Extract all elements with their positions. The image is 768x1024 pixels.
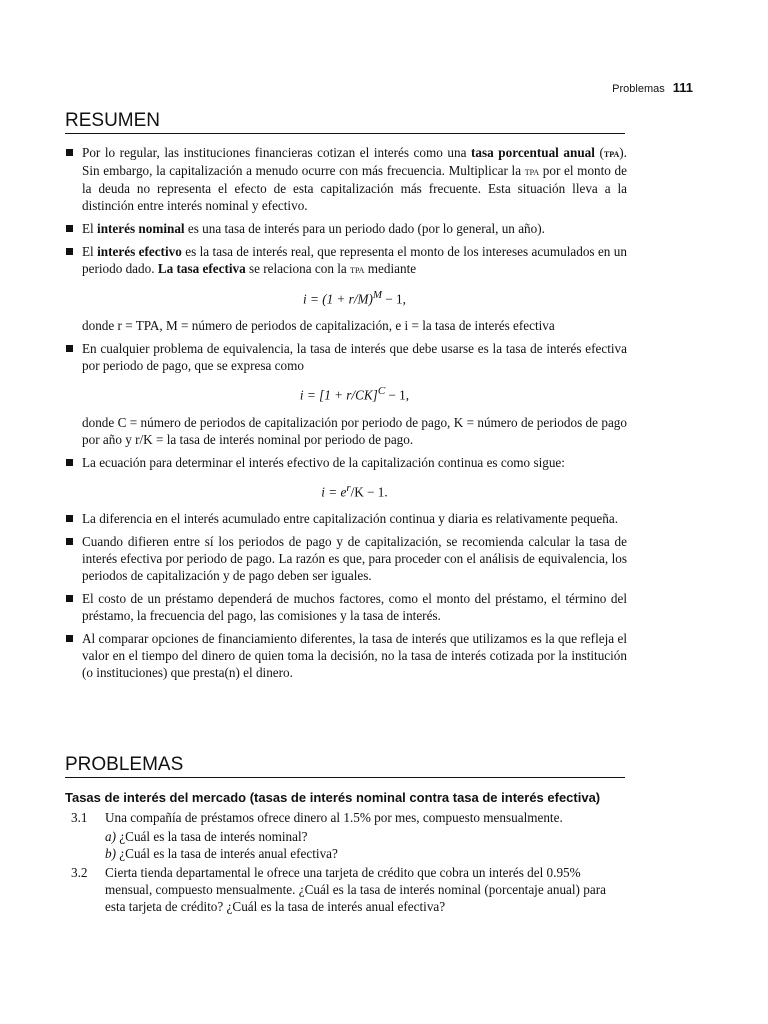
part-text: ¿Cuál es la tasa de interés anual efectiva? — [116, 846, 338, 861]
list-item — [65, 220, 627, 237]
equation-tail: − 1, — [382, 291, 406, 307]
part-text: ¿Cuál es la tasa de interés nominal? — [116, 829, 308, 844]
part-label: a) — [105, 829, 116, 844]
text: La ecuación para determinar el interés efectivo de la capitalización continua es como sigue: — [82, 454, 565, 470]
list-item — [65, 340, 627, 447]
part-label: b) — [105, 846, 116, 861]
list-item — [65, 144, 627, 214]
equation-exponent: C — [377, 385, 386, 398]
bold-term: interés efectivo — [97, 244, 182, 259]
text: es una tasa de interés para un periodo dado (por lo general, un año). — [184, 221, 545, 236]
text: por el monto de la deuda no representa el efecto de esta capitalización más frecuente. Esta situación lleva a la distinción entre interés nominal y efectivo. — [82, 163, 627, 213]
problem-number: 3.1 — [71, 810, 88, 825]
equation-body: i = e — [321, 484, 347, 500]
abbreviation: tpa — [350, 262, 365, 276]
problems-section — [65, 789, 627, 917]
text: ( — [594, 145, 604, 160]
text: El — [82, 221, 98, 236]
problem-item — [65, 864, 627, 915]
text: En cualquier problema de equivalencia, la tasa de interés que debe usarse es la tasa de interés efectiva por periodo de pago, que se expresa como — [82, 341, 627, 374]
problem-number: 3.2 — [71, 865, 88, 880]
equation — [82, 480, 627, 500]
text: El — [82, 244, 98, 259]
problems-subheading: Tasas de interés del mercado (tasas de interés nominal contra tasa de interés efectiva) — [65, 790, 601, 805]
abbreviation: tpa — [524, 164, 540, 178]
page-number: 111 — [672, 80, 693, 95]
equation — [82, 383, 627, 403]
equation-body: i = (1 + r/M) — [303, 291, 373, 307]
resumen-heading: RESUMEN — [65, 110, 625, 134]
problemas-heading: PROBLEMAS — [65, 754, 625, 778]
abbreviation: tpa — [603, 146, 620, 160]
text: es la tasa de interés real, que representa el monto de los intereses acumulados en un periodo dado. — [82, 244, 627, 276]
running-header — [612, 80, 693, 95]
resumen-list — [65, 144, 627, 687]
text: Por lo regular, las instituciones financieras cotizan el interés como una — [82, 145, 472, 160]
equation-tail: /K − 1. — [350, 484, 388, 500]
equation-explanation: donde C = número de periodos de capitalización por periodo de pago, K = número de periodos de pago por año y r/K = la tasa de interés nominal por periodo de pago. — [82, 414, 627, 447]
bold-term: interés nominal — [97, 221, 185, 236]
text: mediante — [364, 261, 417, 276]
problem-part — [65, 828, 627, 845]
equation-explanation: donde r = TPA, M = número de periodos de capitalización, e i = la tasa de interés efectiva — [82, 318, 555, 334]
bold-term: tasa porcentual anual — [471, 145, 595, 160]
problem-text: Una compañía de préstamos ofrece dinero al 1.5% por mes, compuesto mensualmente. — [105, 810, 563, 825]
equation-exponent: r — [346, 481, 351, 494]
equation-tail: − 1, — [385, 387, 410, 403]
list-item: Al comparar opciones de financiamiento diferentes, la tasa de interés que utilizamos es la que refleja el valor en el tiempo del dinero de quien toma la decisión, no la tasa de interés cotizada por la institución (o instituciones) que presta(n) el dinero. — [65, 630, 627, 681]
list-item: Cuando difieren entre sí los periodos de pago y de capitalización, se recomienda calcular la tasa de interés efectiva por periodo de pago. La razón es que, para proceder con el análisis de equivalencia, los periodos de capitalización y de pago deben ser iguales. — [65, 533, 627, 584]
list-item: La diferencia en el interés acumulado entre capitalización continua y diaria es relativamente pequeña. — [65, 510, 627, 527]
text: se relaciona con la — [245, 261, 351, 276]
problem-text: Cierta tienda departamental le ofrece una tarjeta de crédito que cobra un interés del 0.95% mensual, compuesto mensualmente. ¿Cuál es la tasa de interés nominal (porcentaje anual) para esta tarjeta de crédito? ¿Cuál es la tasa de interés anual efectiva? — [105, 865, 606, 914]
running-title: Problemas — [612, 83, 665, 95]
text: ). Sin embargo, la capitalización a menudo ocurre con más frecuencia. Multiplicar la — [82, 145, 627, 178]
problem-part — [65, 845, 627, 862]
list-item — [65, 243, 627, 334]
bold-term: La tasa efectiva — [157, 261, 246, 276]
equation-body: i = [1 + r/CK] — [299, 387, 378, 403]
list-item: El costo de un préstamo dependerá de muchos factores, como el monto del préstamo, el término del préstamo, la frecuencia del pago, las comisiones y la tasa de interés. — [65, 590, 627, 624]
equation-exponent: M — [372, 289, 383, 301]
list-item — [65, 454, 627, 500]
problem-item — [65, 809, 627, 826]
equation — [82, 287, 627, 307]
